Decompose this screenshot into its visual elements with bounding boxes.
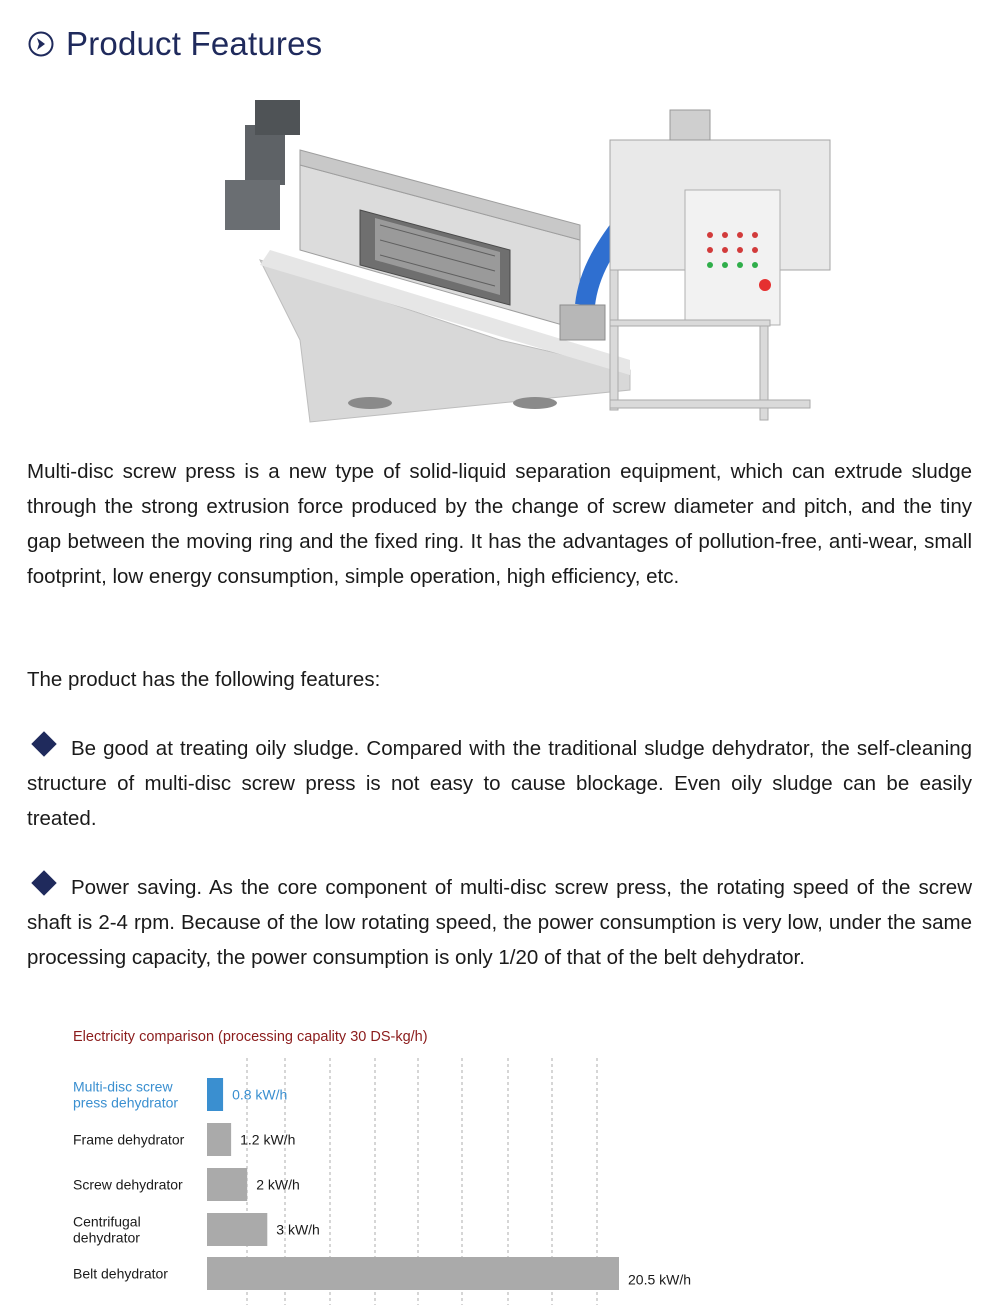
bar-value-label: 0.8 kW/h	[232, 1086, 288, 1103]
chart-bar	[207, 1123, 231, 1156]
category-label: Multi-disc screw press dehydrator	[73, 1078, 179, 1111]
bar-value-label: 2 kW/h	[256, 1176, 300, 1193]
bar-value-label: 1.2 kW/h	[240, 1131, 296, 1148]
category-label: Belt dehydrator	[73, 1265, 168, 1282]
category-label: Centrifugal dehydrator	[73, 1213, 141, 1246]
feature-text: Be good at treating oily sludge. Compared with the traditional sludge dehydrator, the self-cleaning structure of multi-disc screw press is not easy to cause blockage. Even oily sludge can be easily treated.	[27, 737, 972, 830]
electricity-comparison-chart	[0, 1020, 1000, 1305]
chart-bar	[207, 1213, 267, 1246]
category-label: Screw dehydrator	[73, 1176, 183, 1193]
intro-paragraph: Multi-disc screw press is a new type of solid-liquid separation equipment, which can extrude sludge through the strong extrusion force produced by the change of screw diameter and pitch, and the tiny gap between the moving ring and the fixed ring. It has the advantages of pollution-free, anti-wear, small footprint, low energy consumption, simple operation, high efficiency, etc.	[27, 460, 972, 588]
feature-text: Power saving. As the core component of multi-disc screw press, the rotating speed of the screw shaft is 2-4 rpm. Because of the low rotating speed, the power consumption is very low, under the same processing capacity, the power consumption is only 1/20 of that of the belt dehydrator.	[27, 876, 972, 969]
chart-bar	[207, 1078, 223, 1111]
page-title: Product Features	[66, 25, 323, 62]
page-header	[28, 22, 322, 66]
diamond-bullet-icon	[31, 870, 56, 895]
category-label: Frame dehydrator	[73, 1131, 185, 1148]
screw-press-machine-image	[200, 90, 840, 430]
features-intro: The product has the following features:	[27, 668, 381, 691]
bar-value-label: 20.5 kW/h	[628, 1271, 692, 1288]
diamond-bullet-icon	[31, 731, 56, 756]
chevron-circle-icon	[28, 31, 54, 57]
feature-item-power-saving	[27, 870, 972, 975]
chart-bar	[207, 1168, 247, 1201]
bar-value-label: 3 kW/h	[276, 1221, 320, 1238]
chart-bar	[207, 1257, 619, 1290]
chart-title: Electricity comparison (processing capality 30 DS-kg/h)	[73, 1029, 428, 1045]
feature-item-oily-sludge	[27, 731, 972, 836]
